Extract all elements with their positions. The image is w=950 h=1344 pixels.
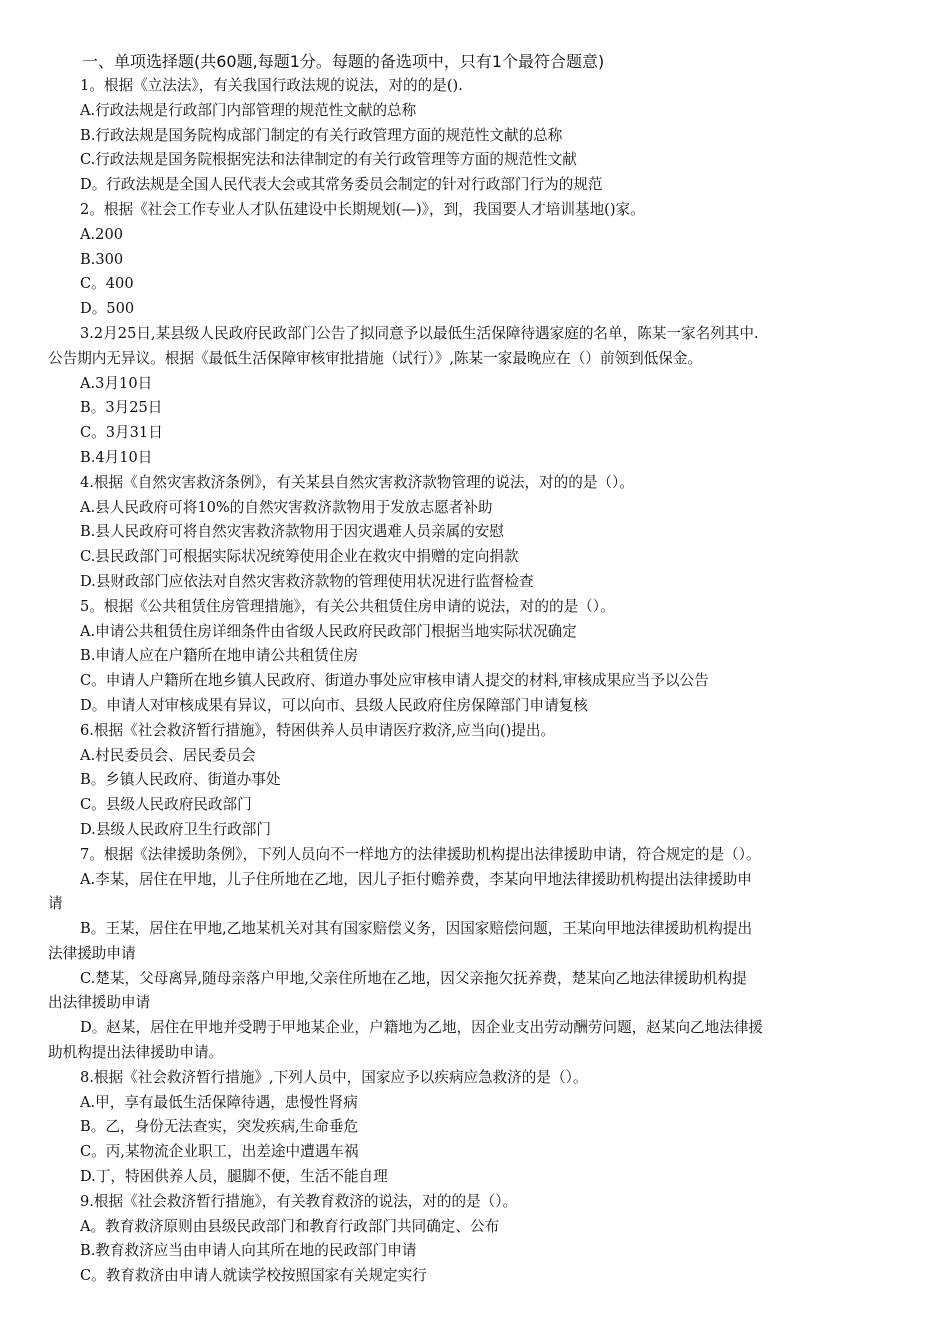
text-line: 6.根据《社会救济暂行措施》，特困供养人员申请医疗救济,应当向()提出。 — [80, 721, 556, 739]
text-line: B.300 — [80, 250, 124, 268]
text-line: 4.根据《自然灾害救济条例》，有关某县自然灾害救济款物管理的说法，对的的是（）。 — [80, 473, 634, 491]
text-line: B。乙，身份无法查实，突发疾病,生命垂危 — [80, 1118, 359, 1136]
text-line: 3.2月25日,某县级人民政府民政部门公告了拟同意予以最低生活保障待遇家庭的名单，陈某一家名列其中. — [80, 324, 759, 342]
text-line: 出法律援助申请 — [48, 994, 151, 1012]
text-line: D。行政法规是全国人民代表大会或其常务委员会制定的针对行政部门行为的规范 — [80, 176, 603, 194]
text-line: B。乡镇人民政府、街道办事处 — [80, 771, 281, 789]
text-line: B.4月10日 — [80, 448, 153, 466]
text-line: B.县人民政府可将自然灾害救济款物用于因灾遇难人员亲属的安慰 — [80, 523, 504, 541]
text-line: A.村民委员会、居民委员会 — [80, 746, 256, 764]
text-line: 助机构提出法律援助申请。 — [48, 1044, 224, 1062]
text-line: A.李某，居住在甲地，儿子住所地在乙地，因儿子拒付赡养费，李某向甲地法律援助机构提出法律援助申 — [80, 870, 752, 888]
text-line: D。赵某，居住在甲地并受聘于甲地某企业，户籍地为乙地，因企业支出劳动酬劳问题，赵某向乙地法律援 — [80, 1019, 764, 1037]
text-line: 请 — [48, 895, 63, 913]
text-line: D。申请人对审核成果有异议，可以向市、县级人民政府住房保障部门申请复核 — [80, 696, 588, 714]
text-line: C。3月31日 — [80, 424, 163, 442]
text-line: B。王某，居住在甲地,乙地某机关对其有国家赔偿义务，因国家赔偿问题，王某向甲地法律援助机构提出 — [80, 920, 753, 938]
text-line: A.申请公共租赁住房详细条件由省级人民政府民政部门根据当地实际状况确定 — [80, 622, 577, 640]
text-line: B。3月25日 — [80, 399, 163, 417]
text-line: A。教育救济原则由县级民政部门和教育行政部门共同确定、公布 — [80, 1217, 500, 1235]
text-line: 法律援助申请 — [48, 944, 136, 962]
question-lines — [48, 74, 908, 1289]
text-line: A.县人民政府可将10%的自然灾害救济款物用于发放志愿者补助 — [80, 498, 493, 516]
section-heading: 一、单项选择题(共60题,每题1分。每题的备选项中，只有1个最符合题意) — [82, 52, 605, 71]
text-line: C。申请人户籍所在地乡镇人民政府、街道办事处应审核申请人提交的材料,审核成果应当予以公告 — [80, 672, 709, 690]
text-line: B.行政法规是国务院构成部门制定的有关行政管理方面的规范性文献的总称 — [80, 126, 563, 144]
text-line: B.教育救济应当由申请人向其所在地的民政部门申请 — [80, 1242, 417, 1260]
text-line: C。丙,某物流企业职工，出差途中遭遇车祸 — [80, 1143, 359, 1161]
text-line: D.丁，特困供养人员，腿脚不便，生活不能自理 — [80, 1168, 388, 1186]
text-line: D。500 — [80, 300, 135, 318]
text-line: C。400 — [80, 275, 134, 293]
text-line: C.楚某，父母离异,随母亲落户甲地,父亲住所地在乙地，因父亲拖欠抚养费，楚某向乙地法律援助机构提 — [80, 969, 747, 987]
text-line: 公告期内无异议。根据《最低生活保障审核审批措施（试行）》,陈某一家最晚应在（）前领到低保金。 — [48, 349, 703, 367]
text-line: C.行政法规是国务院根据宪法和法律制定的有关行政管理等方面的规范性文献 — [80, 151, 577, 169]
text-line: A.200 — [80, 225, 124, 243]
text-line: C。县级人民政府民政部门 — [80, 796, 252, 814]
text-line: 7。根据《法律援助条例》，下列人员向不一样地方的法律援助机构提出法律援助申请，符合规定的是（）。 — [80, 845, 761, 863]
text-line: D.县财政部门应依法对自然灾害救济款物的管理使用状况进行监督检查 — [80, 572, 534, 590]
text-line: A.3月10日 — [80, 374, 153, 392]
text-line: 9.根据《社会救济暂行措施》，有关教育救济的说法，对的的是（）。 — [80, 1192, 518, 1210]
text-line: D.县级人民政府卫生行政部门 — [80, 820, 271, 838]
text-line: B.申请人应在户籍所在地申请公共租赁住房 — [80, 647, 359, 665]
text-line: 5。根据《公共租赁住房管理措施》，有关公共租赁住房申请的说法，对的的是（）。 — [80, 597, 615, 615]
text-line: 1。根据《立法法》，有关我国行政法规的说法，对的的是(). — [80, 77, 463, 94]
text-line: 2。根据《社会工作专业人才队伍建设中长期规划(—)》，到，我国要人才培训基地()家。 — [80, 200, 645, 218]
text-line: 8.根据《社会救济暂行措施》,下列人员中，国家应予以疾病应急救济的是（）。 — [80, 1068, 588, 1086]
text-line: A.甲，享有最低生活保障待遇，患慢性肾病 — [80, 1093, 358, 1111]
text-line: A.行政法规是行政部门内部管理的规范性文献的总称 — [80, 101, 417, 119]
text-line: C.县民政部门可根据实际状况统筹使用企业在救灾中捐赠的定向捐款 — [80, 548, 519, 566]
text-line: C。教育救济由申请人就读学校按照国家有关规定实行 — [80, 1267, 427, 1285]
